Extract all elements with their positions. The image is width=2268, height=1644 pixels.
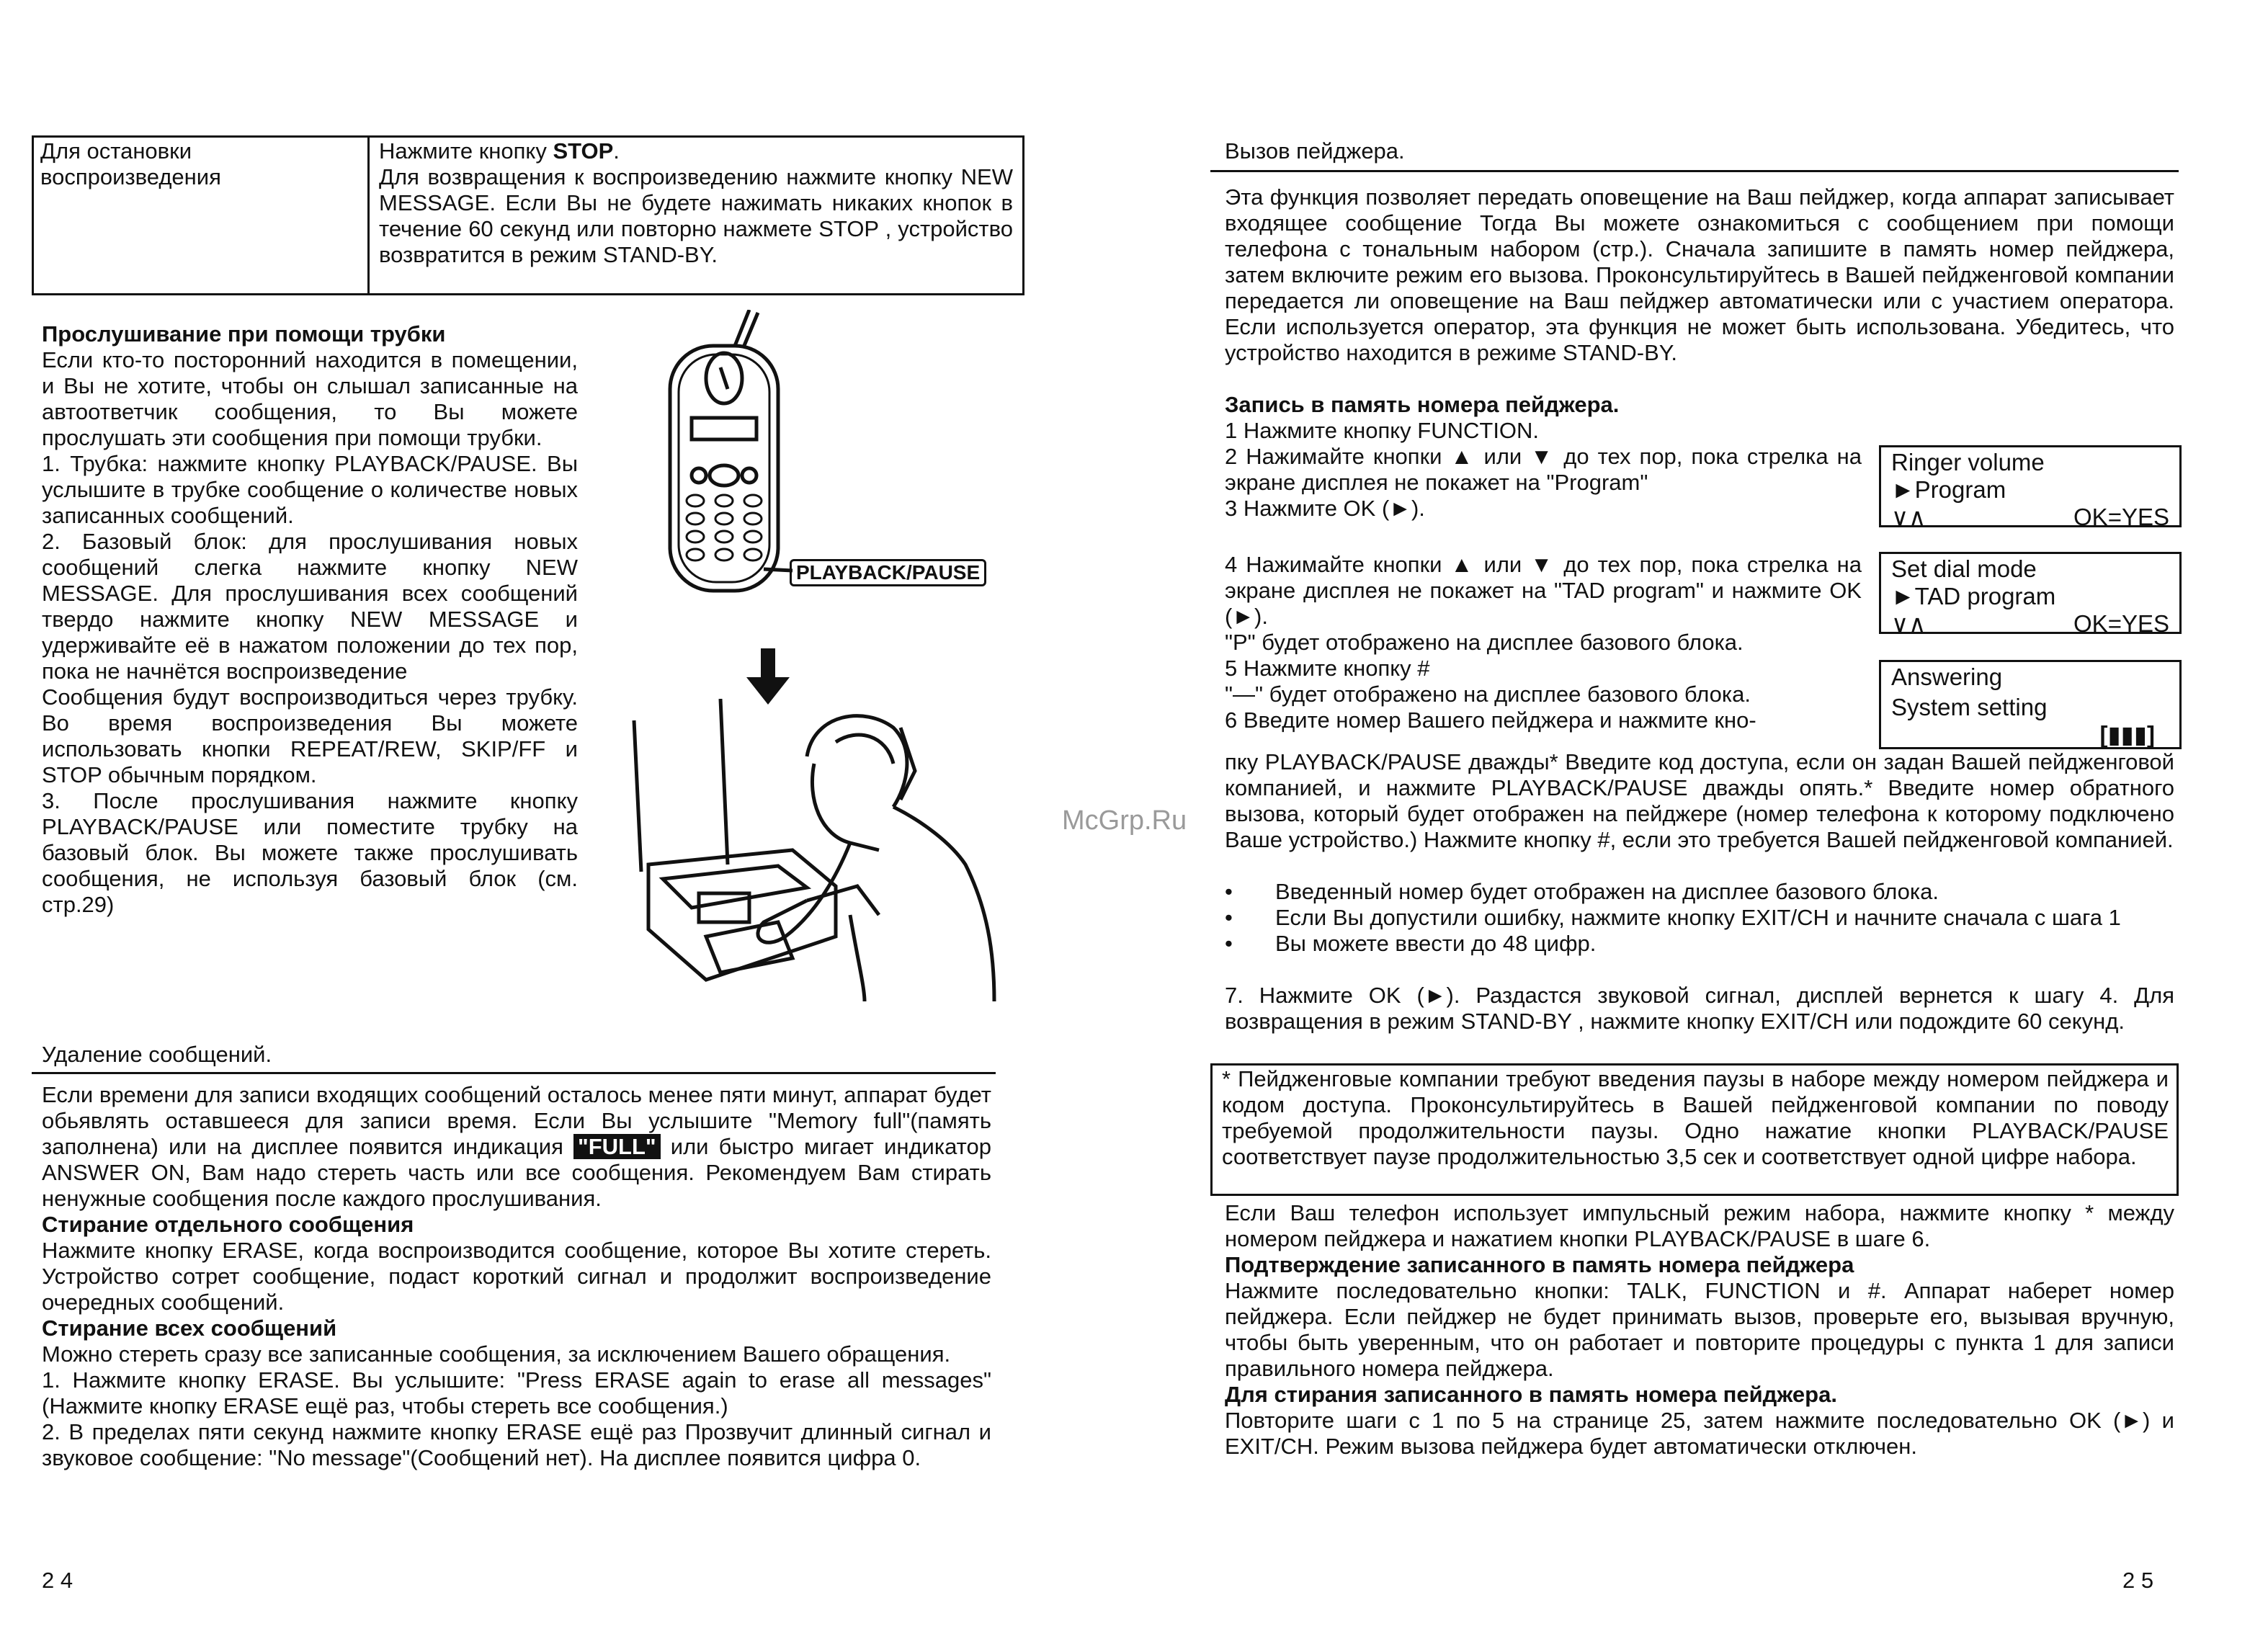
handset-step3: 3. После прослушивания нажмите кнопку PLAYBACK/PAUSE или поместите трубку на базовый блок. Вы можете также прослушивать сообщения, не используя базовый блок (см. стр.29) <box>42 788 578 917</box>
handset-title: Прослушивание при помощи трубки <box>42 321 446 347</box>
erase-pager-title: Для стирания записанного в память номера пейджера. <box>1225 1382 1837 1407</box>
erase-pager-text: Повторите шаги с 1 по 5 на странице 25, затем нажмите последовательно OK (►) и EXIT/CH. Режим вызова пейджера будет автоматически отключен. <box>1225 1408 2174 1459</box>
stop-line-pre: Нажмите кнопку <box>379 138 553 164</box>
pager-intro: Эта функция позволяет передать оповещение на Ваш пейджер, когда аппарат записывает входящее сообщение Тогда Вы можете ознакомиться с сообщением при помощи телефона с тональным набором (стр.). Сначала запишите в память номер пейджера, затем включите режим его вызова. Проконсультируйтесь в Вашей пейдженговой компании передается ли оповещение на Ваш пейджер автоматически или с участием оператора. Если используется оператор, эта функция не может быть использована. Убедитесь, что устройство находится в режиме STAND-BY. <box>1225 184 2174 365</box>
lcd2-arrows: ∨∧ <box>1891 610 1927 637</box>
confirm-text: Нажмите последовательно кнопки: TALK, FUNCTION и #. Аппарат наберет номер пейджера. Если пейджер не будет принимать вызов, проверьте его, вызывая вручную, чтобы быть уверенным, что он работает и повторите процедуры с пункта 1 для записи правильного номера пейджера. <box>1225 1278 2174 1381</box>
stop-key: STOP <box>553 138 614 164</box>
delete-p1-b: или быстро мигает индикатор ANSWER ON, Вам надо стереть часть или все сообщения. Рекомендуем Вам стирать ненужные сообщения после каждого прослушивания. <box>42 1134 991 1211</box>
lcd-display-answering <box>1879 660 2182 749</box>
delete-section <box>42 1082 991 1471</box>
erase-all-step2: 2. В пределах пяти секунд нажмите кнопку ERASE ещё раз Прозвучит длинный сигнал и звуковое сообщение: "No message"(Сообщений нет). На дисплее появится цифра 0. <box>42 1419 991 1470</box>
lcd2-ok: OK=YES <box>2073 610 2169 637</box>
erase-single-title: Стирание отдельного сообщения <box>42 1212 414 1237</box>
lcd3-line3: [▮▮▮] <box>2099 721 2155 748</box>
bullet-item: • Введенный номер будет отображен на дисплее базового блока. <box>1225 879 2174 905</box>
record-title: Запись в память номера пейджера. <box>1225 392 1620 417</box>
lcd1-line2: ►Program <box>1891 476 2006 503</box>
delete-title-rule <box>32 1072 996 1074</box>
step3: 3 Нажмите OK (►). <box>1225 496 1425 521</box>
delete-title: Удаление сообщений. <box>42 1042 272 1067</box>
watermark: McGrp.Ru <box>1062 805 1187 836</box>
lcd3-line2: System setting <box>1891 694 2048 720</box>
handset-step1: 1. Трубка: нажмите кнопку PLAYBACK/PAUSE. Вы услышите в трубке сообщение о количестве новых записанных сообщений. <box>42 451 578 528</box>
stop-table-content <box>379 138 1013 268</box>
lcd1-ok: OK=YES <box>2073 504 2169 530</box>
pulse-note: Если Ваш телефон использует импульсный режим набора, нажмите кнопку * между номером пейджера и нажатием кнопки PLAYBACK/PAUSE в шаге 6. <box>1225 1200 2174 1251</box>
erase-single-text: Нажмите кнопку ERASE, когда воспроизводится сообщение, которое Вы хотите стереть. Устройство сотрет сообщение, подаст короткий сигнал и продолжит воспроизведение очередных сообщений. <box>42 1238 991 1315</box>
step7: 7. Нажмите OK (►). Раздастся звуковой сигнал, дисплей вернется к шагу 4. Для возвращения в режим STAND-BY , нажмите кнопку EXIT/CH или подождите 60 секунд. <box>1225 983 2174 1034</box>
step5: 5 Нажмите кнопку # <box>1225 656 1430 681</box>
lcd1-line3 <box>1891 504 2169 531</box>
playback-callout-label: PLAYBACK/PAUSE <box>796 561 981 584</box>
step6-a: 6 Введите номер Вашего пейджера и нажмите кно- <box>1225 707 1756 733</box>
lcd-display-tad <box>1879 552 2182 637</box>
handset-illustration <box>663 310 1009 598</box>
stop-paragraph: Для возвращения к воспроизведению нажмите кнопку NEW MESSAGE. Если Вы не будете нажимать никаких кнопок в течение 60 секунд или повторно нажмете STOP , устройство возвратится в режим STAND-BY. <box>379 164 1013 267</box>
playback-callout <box>790 559 986 586</box>
handset-intro: Если кто-то посторонний находится в помещении, и Вы не хотите, чтобы он слышал записанные на автоответчик сообщения, то Вы можете прослушать эти сообщения при помощи трубки. <box>42 347 578 450</box>
lcd2-line3 <box>1891 610 2169 638</box>
delete-p1 <box>42 1082 991 1212</box>
down-arrow-icon <box>746 648 790 706</box>
page-number-right: 2 5 <box>2122 1568 2154 1593</box>
lcd-display-program <box>1879 445 2182 530</box>
lcd2-line1: Set dial mode <box>1891 555 2037 582</box>
step1: 1 Нажмите кнопку FUNCTION. <box>1225 418 1540 443</box>
person-base-illustration <box>620 699 1023 1001</box>
stop-line-post: . <box>613 138 620 164</box>
handset-step2: 2. Базовый блок: для прослушивания новых сообщений слегка нажмите кнопку NEW MESSAGE. Для прослушивания всех сообщений твердо нажмите кнопку NEW MESSAGE и удерживайте её в нажатом положении до тех пор, пока не начнётся воспроизведение <box>42 529 578 684</box>
step4: 4 Нажимайте кнопки ▲ или ▼ до тех пор, пока стрелка на экране дисплея не покажет на "TAD program" и нажмите OK (►). <box>1225 552 1862 629</box>
lcd1-line1: Ringer volume <box>1891 449 2045 475</box>
footnote-text: * Пейдженговые компании требуют введения паузы в наборе между номером пейджера и кодом доступа. Проконсультируйтесь в Вашей пейдженговой компании по поводу требуемой продолжительности паузы. Одно нажатие кнопки PLAYBACK/PAUSE соответствует паузе продолжительностью 3,5 сек и соответствует одной цифре набора. <box>1222 1066 2169 1169</box>
handset-note: Сообщения будут воспроизводиться через трубку. Во время воспроизведения Вы можете использовать кнопки REPEAT/REW, SKIP/FF и STOP обычным порядком. <box>42 684 578 787</box>
pager-title-rule <box>1210 170 2179 172</box>
step2: 2 Нажимайте кнопки ▲ или ▼ до тех пор, пока стрелка на экране дисплея не покажет на "Program" <box>1225 444 1862 495</box>
pager-title: Вызов пейджера. <box>1225 138 1405 164</box>
step6-b: пку PLAYBACK/PAUSE дважды* Введите код доступа, если он задан Вашей пейдженговой компанией, и нажмите PLAYBACK/PAUSE дважды опять.* Введите номер обратного вызова, который будет отображен на пейджере (номер телефона к которому подключено Ваше устройство.) Нажмите кнопку #, если это требуется Вашей пейдженговой компанией. <box>1225 749 2174 852</box>
stop-table-divider <box>367 135 370 295</box>
erase-all-title: Стирание всех сообщений <box>42 1315 337 1341</box>
lcd1-arrows: ∨∧ <box>1891 504 1927 530</box>
bullet-item: • Если Вы допустили ошибку, нажмите кнопку EXIT/CH и начните сначала с шага 1 <box>1225 905 2174 931</box>
lcd3-line1: Answering <box>1891 664 2003 690</box>
page-number-left: 2 4 <box>42 1568 73 1593</box>
handset-section <box>42 321 578 918</box>
bullet-list <box>1225 879 2174 957</box>
stop-table-label: Для остановки воспроизведения <box>40 138 221 189</box>
step5-note: "—" будет отображено на дисплее базового блока. <box>1225 682 1751 707</box>
confirm-title: Подтверждение записанного в память номера пейджера <box>1225 1252 1854 1277</box>
full-indicator-badge: "FULL" <box>573 1134 661 1159</box>
erase-all-text: Можно стереть сразу все записанные сообщения, за исключением Вашего обращения. <box>42 1341 951 1367</box>
lcd2-line2: ►TAD program <box>1891 583 2056 609</box>
delete-p1-a: Если времени для записи входящих сообщений осталось менее пяти минут, аппарат будет обьявлять оставшееся для записи время. Если Вы услышите "Memory full"(память заполнена) или на дисплее появится индикация <box>42 1082 991 1159</box>
bullet-item: • Вы можете ввести до 48 цифр. <box>1225 931 2174 957</box>
erase-all-step1: 1. Нажмите кнопку ERASE. Вы услышите: "Press ERASE again to erase all messages"(Нажмите кнопку ERASE ещё раз, чтобы стереть все сообщения.) <box>42 1367 991 1419</box>
step4-note: "P" будет отображено на дисплее базового блока. <box>1225 630 1744 655</box>
